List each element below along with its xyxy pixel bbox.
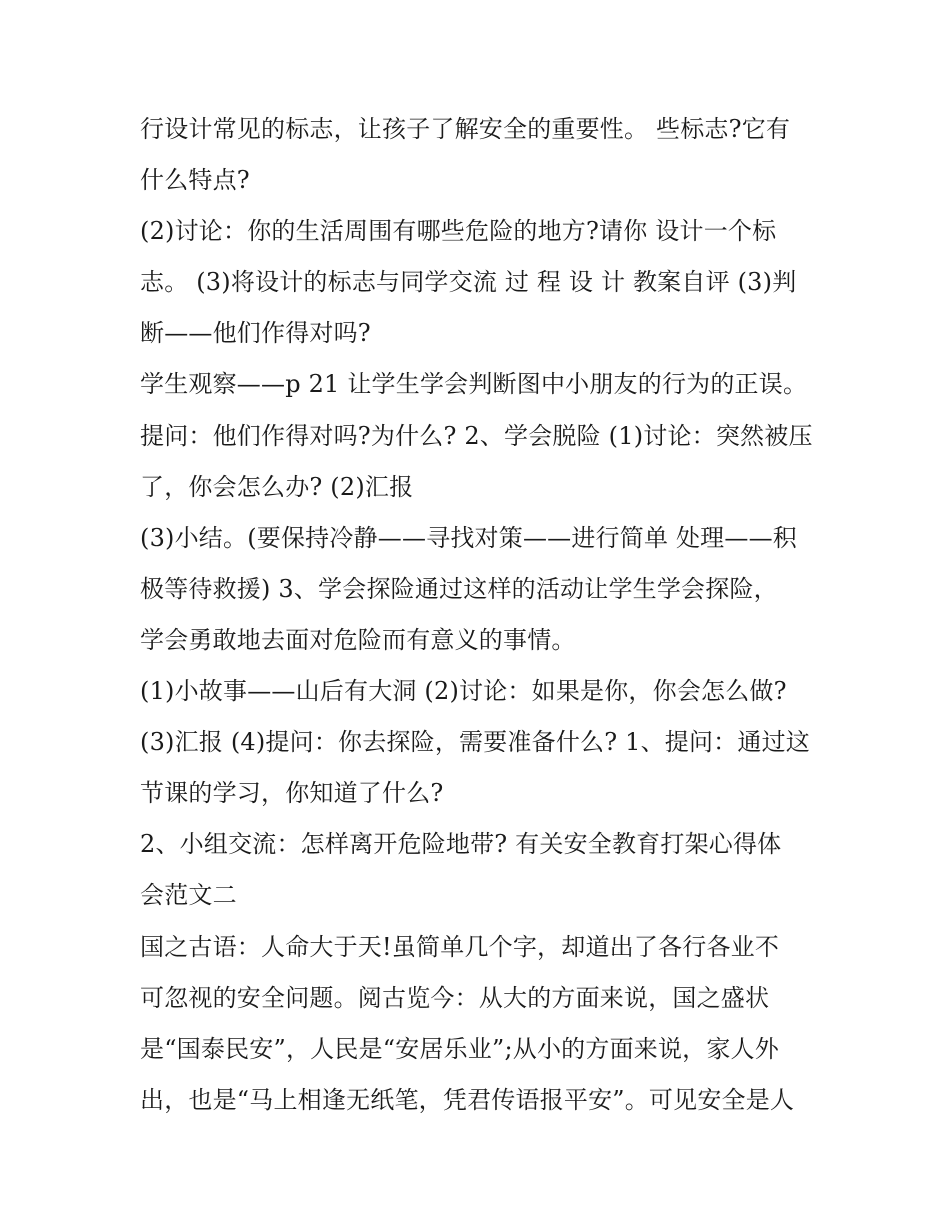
document-text-body bbox=[140, 104, 820, 1126]
text-line: 学生观察——p 21 让学生学会判断图中小朋友的行为的正误。 bbox=[140, 370, 808, 399]
text-line: 了，你会怎么办? (2)汇报 bbox=[140, 472, 414, 501]
text-line: 学会勇敢地去面对危险而有意义的事情。 bbox=[140, 625, 576, 654]
text-line: 出，也是“马上相逢无纸笔，凭君传语报平安”。可见安全是人 bbox=[140, 1085, 795, 1114]
text-line: 什么特点? bbox=[140, 166, 250, 195]
text-line: 志。 (3)将设计的标志与同学交流 过 程 设 计 教案自评 (3)判 bbox=[140, 268, 797, 297]
text-line: 可忽视的安全问题。阅古览今：从大的方面来说，国之盛状 bbox=[140, 983, 770, 1012]
text-line: (3)汇报 (4)提问：你去探险，需要准备什么? 1、提问：通过这 bbox=[140, 728, 810, 757]
text-line: 是“国泰民安”，人民是“安居乐业”;从小的方面来说，家人外 bbox=[140, 1034, 779, 1063]
text-line: 极等待救援) 3、学会探险通过这样的活动让学生学会探险， bbox=[140, 574, 778, 603]
text-line: 国之古语：人命大于天!虽简单几个字，却道出了各行各业不 bbox=[140, 932, 780, 961]
text-line: (3)小结。(要保持冷静——寻找对策——进行简单 处理——积 bbox=[140, 523, 797, 552]
text-line: 2、小组交流：怎样离开危险地带? 有关安全教育打架心得体 bbox=[140, 830, 782, 859]
text-line: 提问：他们作得对吗?为什么? 2、学会脱险 (1)讨论：突然被压 bbox=[140, 421, 813, 450]
text-line: 行设计常见的标志，让孩子了解安全的重要性。 些标志?它有 bbox=[140, 115, 791, 143]
text-line: 节课的学习，你知道了什么? bbox=[140, 779, 444, 808]
text-line: (1)小故事——山后有大洞 (2)讨论：如果是你，你会怎么做? bbox=[140, 677, 787, 706]
text-line: 断——他们作得对吗? bbox=[140, 319, 371, 348]
text-line: 会范文二 bbox=[140, 881, 237, 910]
text-line: (2)讨论：你的生活周围有哪些危险的地方?请你 设计一个标 bbox=[140, 217, 777, 246]
